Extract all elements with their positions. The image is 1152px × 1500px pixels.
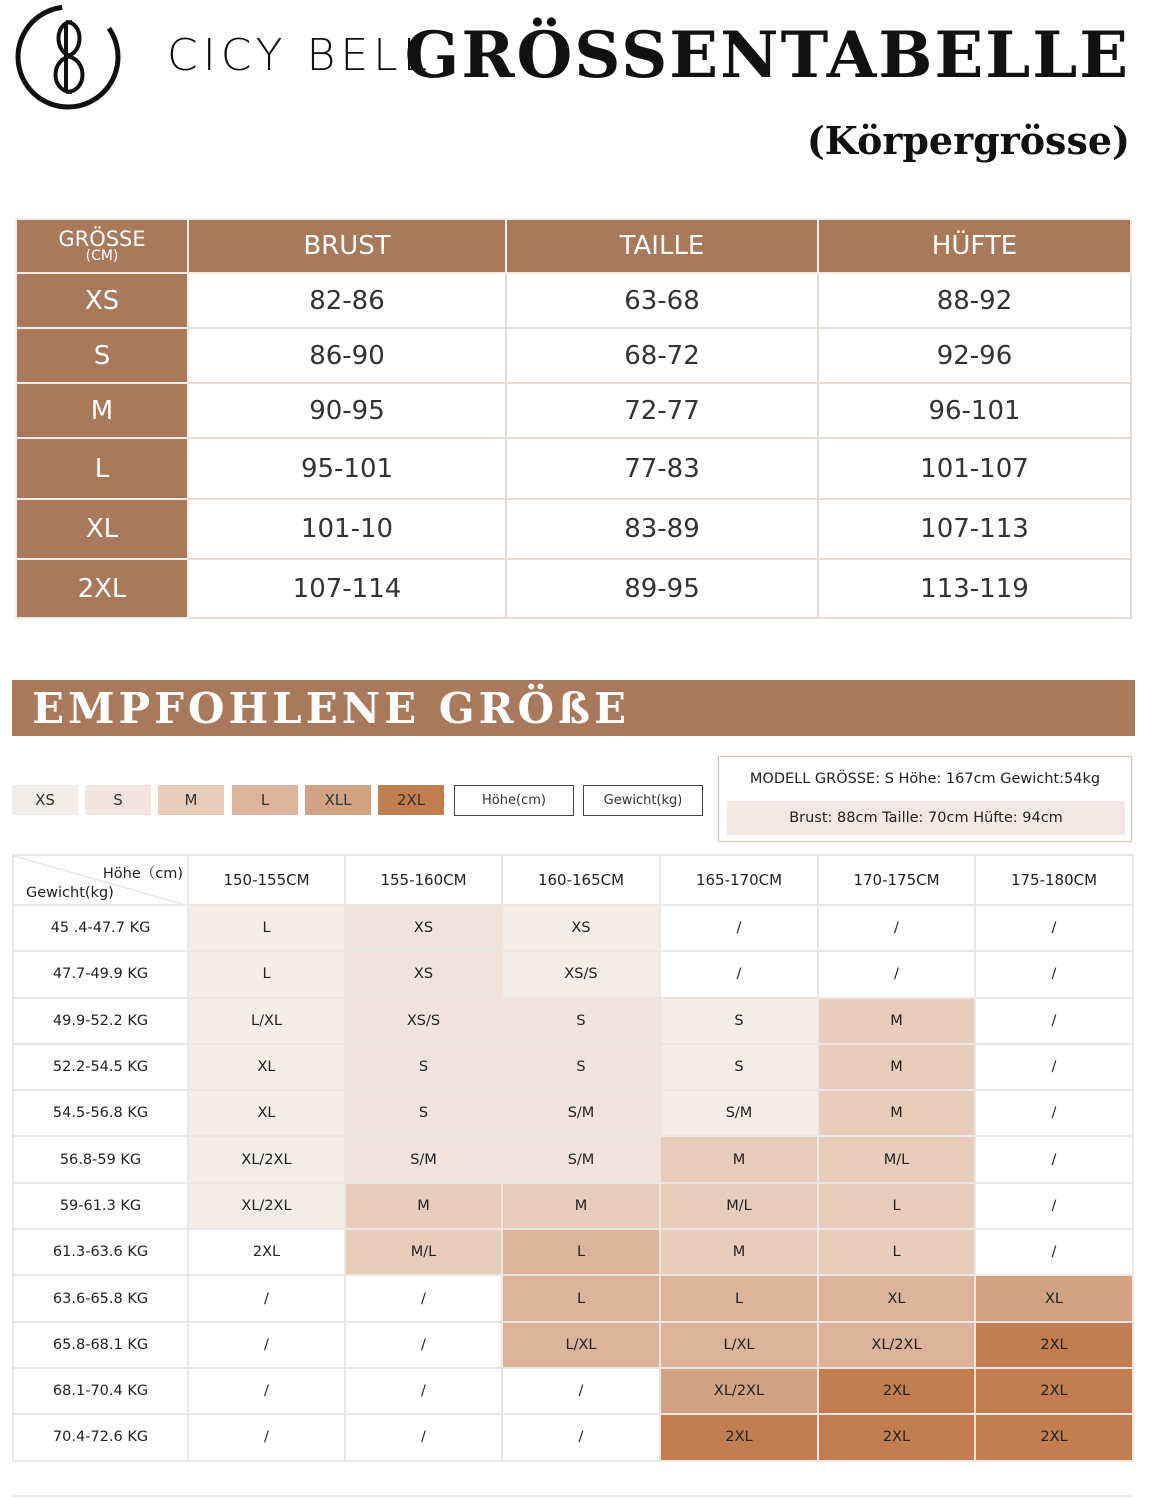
recommended-size-cell: L xyxy=(188,905,345,951)
recommended-size-cell: S xyxy=(345,1044,502,1090)
weight-label: 65.8-68.1 KG xyxy=(13,1322,188,1368)
recommended-size-cell: L xyxy=(502,1275,660,1321)
weight-label: 54.5-56.8 KG xyxy=(13,1090,188,1136)
header-hip: HÜFTE xyxy=(818,219,1131,273)
weight-label: 70.4-72.6 KG xyxy=(13,1414,188,1460)
table-row xyxy=(13,905,1133,951)
recommended-size-cell: S/M xyxy=(502,1136,660,1182)
recommended-size-cell: S xyxy=(502,998,660,1044)
weight-label: 68.1-70.4 KG xyxy=(13,1368,188,1414)
recommended-size-cell: 2XL xyxy=(818,1368,975,1414)
hip-value: 113-119 xyxy=(818,559,1131,618)
recommended-size-cell: XL/2XL xyxy=(818,1322,975,1368)
legend-swatch: XLL xyxy=(305,785,371,815)
table-row xyxy=(13,1229,1133,1275)
recommended-size-cell: / xyxy=(818,951,975,997)
corner-height-label: Höhe（cm) xyxy=(102,866,183,882)
waist-value: 72-77 xyxy=(506,383,818,438)
recommended-size-cell: S xyxy=(502,1044,660,1090)
hip-value: 92-96 xyxy=(818,328,1131,383)
weight-label: 56.8-59 KG xyxy=(13,1136,188,1182)
recommended-size-cell: / xyxy=(345,1322,502,1368)
table-row xyxy=(13,1414,1133,1460)
recommended-size-cell: L xyxy=(660,1275,818,1321)
recommended-size-cell: S xyxy=(660,1044,818,1090)
recommended-size-cell: / xyxy=(975,1090,1133,1136)
waist-value: 77-83 xyxy=(506,438,818,499)
size-row xyxy=(16,383,1131,438)
recommended-size-cell: L/XL xyxy=(660,1322,818,1368)
height-header: 160-165CM xyxy=(502,855,660,905)
recommended-size-cell: 2XL xyxy=(660,1414,818,1460)
recommended-size-cell: / xyxy=(188,1275,345,1321)
header-size-unit: (CM) xyxy=(85,248,119,264)
recommended-size-cell: L xyxy=(818,1183,975,1229)
recommended-size-cell: L xyxy=(188,951,345,997)
recommended-size-cell: / xyxy=(660,951,818,997)
header-waist: TAILLE xyxy=(506,219,818,273)
recommended-size-cell: / xyxy=(345,1368,502,1414)
recommended-size-cell: M xyxy=(818,998,975,1044)
recommended-size-cell: XL xyxy=(818,1275,975,1321)
recommended-size-cell: XL xyxy=(975,1275,1133,1321)
corner-weight-label: Gewicht(kg) xyxy=(26,885,114,901)
body-size-table xyxy=(15,218,1132,619)
bust-value: 90-95 xyxy=(188,383,506,438)
table-row xyxy=(13,1183,1133,1229)
recommended-size-cell: XL xyxy=(188,1044,345,1090)
banner-title: EMPFOHLENE GRÖßE xyxy=(32,684,631,733)
weight-label: 63.6-65.8 KG xyxy=(13,1275,188,1321)
hip-value: 88-92 xyxy=(818,273,1131,328)
recommended-size-cell: M xyxy=(818,1044,975,1090)
recommended-size-cell: S/M xyxy=(502,1090,660,1136)
legend-swatch: S xyxy=(85,785,151,815)
header-size xyxy=(16,219,188,273)
table-row xyxy=(13,1368,1133,1414)
height-header: 170-175CM xyxy=(818,855,975,905)
recommended-size-cell: / xyxy=(818,905,975,951)
recommended-size-cell: / xyxy=(188,1322,345,1368)
recommended-size-cell: 2XL xyxy=(975,1368,1133,1414)
model-size-line: MODELL GRÖSSE: S Höhe: 167cm Gewicht:54kg xyxy=(749,771,1101,787)
model-measure-line: Brust: 88cm Taille: 70cm Hüfte: 94cm xyxy=(727,801,1125,835)
recommended-size-cell: / xyxy=(975,1183,1133,1229)
recommended-size-cell: 2XL xyxy=(975,1322,1133,1368)
size-label: L xyxy=(16,438,188,499)
legend-swatch: XS xyxy=(12,785,78,815)
weight-label: 49.9-52.2 KG xyxy=(13,998,188,1044)
recommended-size-cell: S xyxy=(660,998,818,1044)
hip-value: 96-101 xyxy=(818,383,1131,438)
recommended-size-cell: M xyxy=(502,1183,660,1229)
size-row xyxy=(16,328,1131,383)
height-header: 150-155CM xyxy=(188,855,345,905)
page-subtitle: (Körpergrösse) xyxy=(806,118,1130,163)
bust-value: 101-10 xyxy=(188,499,506,559)
recommended-size-cell: / xyxy=(975,905,1133,951)
recommended-size-cell: S xyxy=(345,1090,502,1136)
brand-name: CICY BELL xyxy=(167,30,433,81)
weight-label: 47.7-49.9 KG xyxy=(13,951,188,997)
recommended-size-cell: 2XL xyxy=(188,1229,345,1275)
height-header: 155-160CM xyxy=(345,855,502,905)
legend-height: Höhe(cm) xyxy=(454,785,574,816)
recommended-size-cell: XS xyxy=(502,905,660,951)
recommended-size-cell: M xyxy=(660,1136,818,1182)
size-label: S xyxy=(16,328,188,383)
recommended-size-cell: L xyxy=(818,1229,975,1275)
recommended-size-cell: / xyxy=(975,1229,1133,1275)
bust-value: 82-86 xyxy=(188,273,506,328)
table-row xyxy=(13,1136,1133,1182)
hip-value: 101-107 xyxy=(818,438,1131,499)
recommended-size-cell: XL/2XL xyxy=(188,1183,345,1229)
legend-swatch: M xyxy=(158,785,224,815)
recommended-size-cell: S/M xyxy=(660,1090,818,1136)
waist-value: 68-72 xyxy=(506,328,818,383)
table-row xyxy=(13,998,1133,1044)
height-header: 175-180CM xyxy=(975,855,1133,905)
bust-value: 86-90 xyxy=(188,328,506,383)
recommended-size-cell: / xyxy=(188,1414,345,1460)
header-bust: BRUST xyxy=(188,219,506,273)
recommended-size-cell: M xyxy=(345,1183,502,1229)
bust-value: 95-101 xyxy=(188,438,506,499)
recommended-size-cell: M/L xyxy=(660,1183,818,1229)
legend-weight: Gewicht(kg) xyxy=(583,785,703,816)
weight-label: 61.3-63.6 KG xyxy=(13,1229,188,1275)
size-row xyxy=(16,559,1131,618)
recommended-size-cell: / xyxy=(502,1368,660,1414)
recommended-size-banner xyxy=(12,680,1135,736)
recommended-size-cell: / xyxy=(502,1414,660,1460)
page-title: GRÖSSENTABELLE xyxy=(404,18,1130,93)
hip-value: 107-113 xyxy=(818,499,1131,559)
size-label: M xyxy=(16,383,188,438)
recommended-size-cell: 2XL xyxy=(818,1414,975,1460)
size-row xyxy=(16,499,1131,559)
table-row xyxy=(13,1275,1133,1321)
recommended-size-cell: M/L xyxy=(818,1136,975,1182)
recommended-size-cell: / xyxy=(345,1275,502,1321)
recommended-size-cell: L xyxy=(502,1229,660,1275)
cb-monogram-logo xyxy=(14,4,124,110)
size-label: XS xyxy=(16,273,188,328)
waist-value: 63-68 xyxy=(506,273,818,328)
recommended-size-cell: XL/2XL xyxy=(660,1368,818,1414)
recommended-size-cell: 2XL xyxy=(975,1414,1133,1460)
waist-value: 83-89 xyxy=(506,499,818,559)
bust-value: 107-114 xyxy=(188,559,506,618)
recommended-size-cell: M/L xyxy=(345,1229,502,1275)
legend-swatch: 2XL xyxy=(378,785,444,815)
bottom-divider xyxy=(12,1495,1132,1497)
recommended-size-cell: XL/2XL xyxy=(188,1136,345,1182)
recommended-size-cell: XS xyxy=(345,951,502,997)
recommended-size-cell: / xyxy=(660,905,818,951)
table-row xyxy=(13,1044,1133,1090)
waist-value: 89-95 xyxy=(506,559,818,618)
header-size-label: GRÖSSE xyxy=(58,227,146,251)
size-label: XL xyxy=(16,499,188,559)
recommended-size-cell: S/M xyxy=(345,1136,502,1182)
height-header: 165-170CM xyxy=(660,855,818,905)
corner-cell xyxy=(13,855,188,905)
recommended-size-cell: / xyxy=(975,1136,1133,1182)
recommended-size-cell: XS xyxy=(345,905,502,951)
recommended-size-cell: L/XL xyxy=(502,1322,660,1368)
recommended-size-cell: M xyxy=(660,1229,818,1275)
recommended-size-cell: / xyxy=(345,1414,502,1460)
recommendation-table xyxy=(12,854,1134,1462)
recommended-size-cell: / xyxy=(975,951,1133,997)
table-row xyxy=(13,1322,1133,1368)
recommended-size-cell: L/XL xyxy=(188,998,345,1044)
recommended-size-cell: M xyxy=(818,1090,975,1136)
size-row xyxy=(16,438,1131,499)
legend-swatch: L xyxy=(232,785,298,815)
table-row xyxy=(13,1090,1133,1136)
table-row xyxy=(13,951,1133,997)
size-row xyxy=(16,273,1131,328)
recommended-size-cell: XL xyxy=(188,1090,345,1136)
weight-label: 59-61.3 KG xyxy=(13,1183,188,1229)
weight-label: 52.2-54.5 KG xyxy=(13,1044,188,1090)
recommended-size-cell: / xyxy=(975,998,1133,1044)
weight-label: 45 .4-47.7 KG xyxy=(13,905,188,951)
model-info-card xyxy=(718,756,1132,842)
recommended-size-cell: XS/S xyxy=(502,951,660,997)
size-label: 2XL xyxy=(16,559,188,618)
recommended-size-cell: / xyxy=(188,1368,345,1414)
recommended-size-cell: / xyxy=(975,1044,1133,1090)
recommended-size-cell: XS/S xyxy=(345,998,502,1044)
